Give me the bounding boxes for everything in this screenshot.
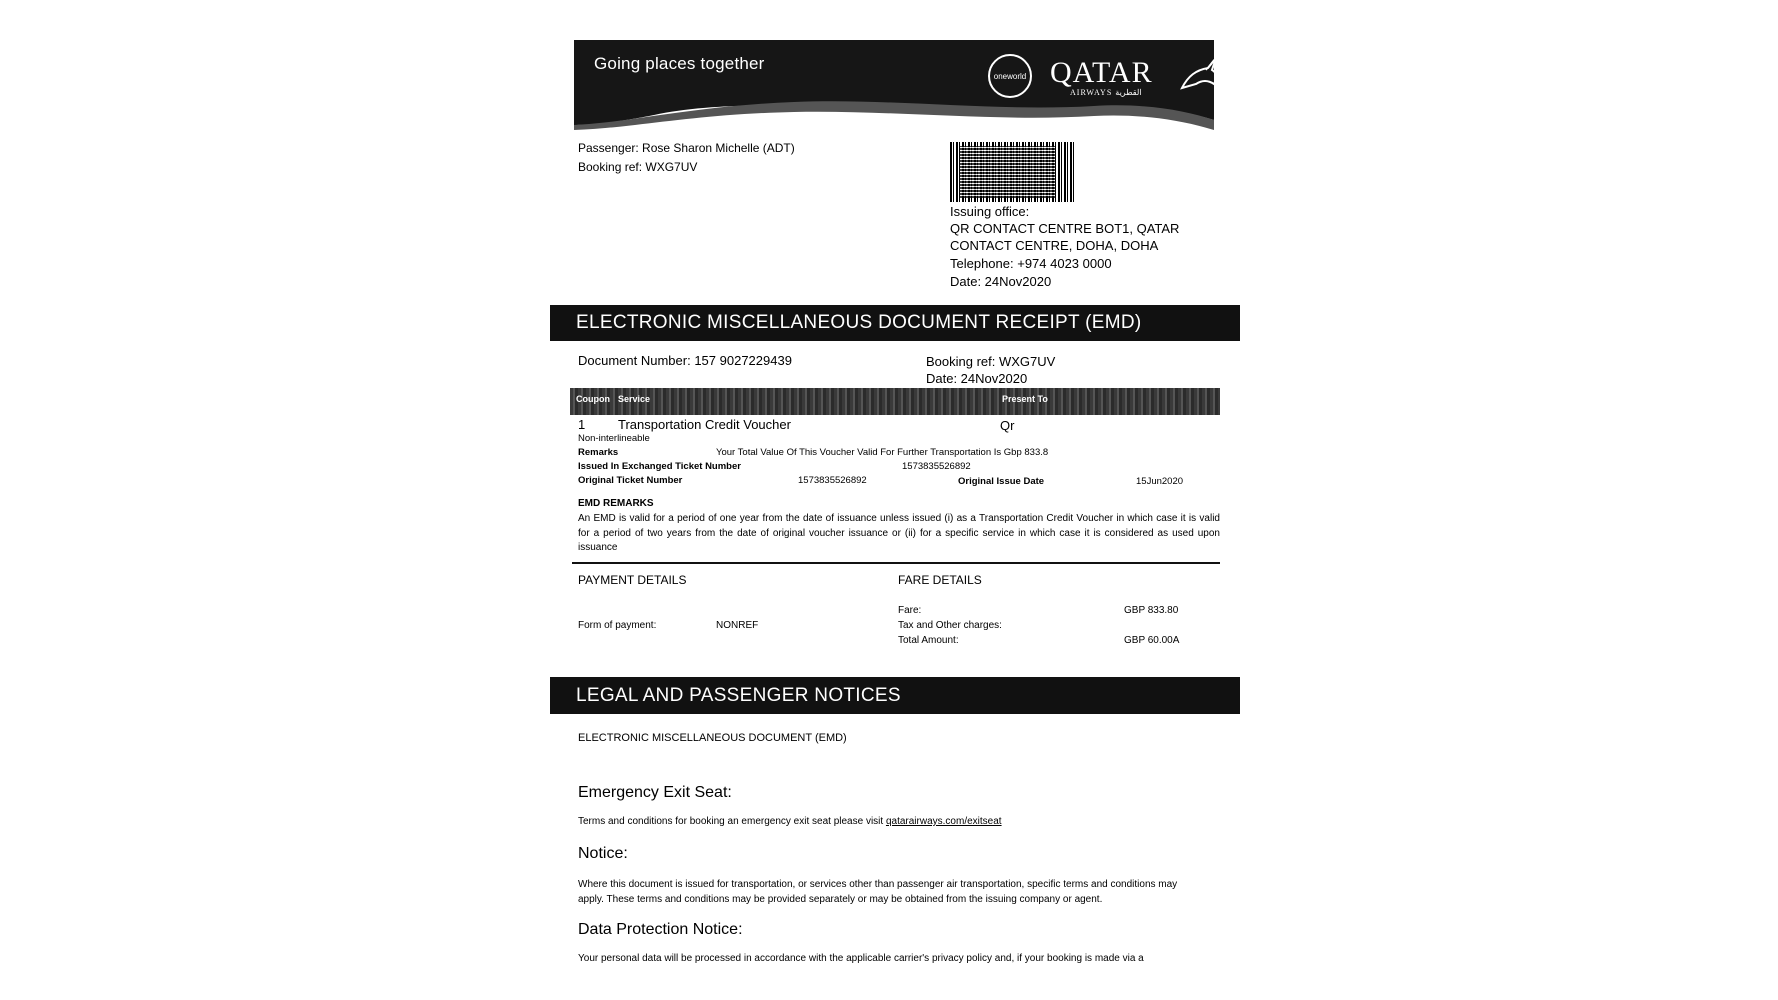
total-label: Total Amount: bbox=[898, 635, 959, 646]
remarks-label: Remarks bbox=[578, 447, 619, 458]
coupon-number: 1 bbox=[578, 417, 586, 432]
issuing-date: Date: 24Nov2020 bbox=[950, 274, 1052, 289]
coupon-present-to: Qr bbox=[1000, 418, 1015, 433]
issuing-telephone: Telephone: +974 4023 0000 bbox=[950, 256, 1112, 271]
original-issue-label: Original Issue Date bbox=[958, 476, 1045, 487]
booking-ref: Booking ref: WXG7UV bbox=[578, 160, 698, 174]
exit-seat-text bbox=[578, 816, 1002, 827]
notice-text: Where this document is issued for transportation, or services other than passenger air transportation, specific terms and conditions may apply. These terms and conditions may be provided separately or may be obtained from the issuing company or agent. bbox=[578, 879, 1178, 905]
coupon-service: Transportation Credit Voucher bbox=[618, 417, 791, 432]
qatar-logo-subtext: AIRWAYS القطرية bbox=[1070, 88, 1142, 97]
issued-exchanged-value: 1573835526892 bbox=[902, 461, 971, 472]
data-protection-heading: Data Protection Notice: bbox=[578, 921, 743, 938]
exit-seat-heading: Emergency Exit Seat: bbox=[578, 784, 732, 801]
emd-remarks-text: An EMD is valid for a period of one year from the date of issuance unless issued (i) as a Transportation Credit Voucher in which case it is valid for a period of two years from the date of original voucher issuance or (ii) for a specific service in which case it is considered as used upon issuance bbox=[578, 513, 1220, 553]
emd-date: Date: 24Nov2020 bbox=[926, 371, 1028, 386]
legal-subtitle: ELECTRONIC MISCELLANEOUS DOCUMENT (EMD) bbox=[578, 732, 847, 744]
total-value: GBP 60.00A bbox=[1124, 635, 1180, 646]
fare-label: Fare: bbox=[898, 605, 922, 616]
qatar-logo-text: QATAR bbox=[1050, 56, 1153, 89]
passenger-name: Passenger: Rose Sharon Michelle (ADT) bbox=[578, 141, 795, 155]
coupon-header-bar bbox=[570, 388, 1220, 415]
divider bbox=[572, 562, 1220, 564]
original-issue-value: 15Jun2020 bbox=[1136, 476, 1184, 487]
exit-seat-text-body: Terms and conditions for booking an emergency exit seat please visit bbox=[578, 816, 884, 827]
issued-exchanged-label: Issued In Exchanged Ticket Number bbox=[578, 461, 741, 472]
exit-seat-link[interactable]: qatarairways.com/exitseat bbox=[885, 816, 1002, 827]
col-service: Service bbox=[618, 394, 651, 404]
oryx-icon bbox=[1178, 54, 1220, 94]
original-ticket-label: Original Ticket Number bbox=[578, 475, 683, 486]
emd-remarks-label: EMD REMARKS bbox=[578, 498, 654, 509]
non-interlineable: Non-interlineable bbox=[578, 433, 650, 444]
notice-heading: Notice: bbox=[578, 845, 628, 862]
remarks-value: Your Total Value Of This Voucher Valid For Further Transportation Is Gbp 833.8 bbox=[716, 447, 1049, 458]
issuing-office-line2: CONTACT CENTRE, DOHA, DOHA bbox=[950, 238, 1159, 253]
col-present-to: Present To bbox=[1002, 394, 1048, 404]
oneworld-logo: oneworld bbox=[988, 54, 1032, 98]
barcode-image bbox=[950, 142, 1075, 202]
legal-section-title: LEGAL AND PASSENGER NOTICES bbox=[550, 677, 1240, 714]
payment-form-label: Form of payment: bbox=[578, 620, 657, 631]
emd-booking-ref: Booking ref: WXG7UV bbox=[926, 354, 1056, 369]
tax-label: Tax and Other charges: bbox=[898, 620, 1002, 631]
fare-title: FARE DETAILS bbox=[898, 573, 982, 587]
issuing-office-label: Issuing office: bbox=[950, 204, 1030, 219]
original-ticket-value: 1573835526892 bbox=[798, 475, 867, 486]
payment-title: PAYMENT DETAILS bbox=[578, 573, 687, 587]
qatar-banner bbox=[574, 40, 1214, 130]
payment-form-value: NONREF bbox=[716, 620, 759, 631]
col-coupon: Coupon bbox=[576, 394, 610, 404]
document-number: Document Number: 157 9027229439 bbox=[578, 353, 792, 368]
fare-value: GBP 833.80 bbox=[1124, 605, 1179, 616]
data-protection-text: Your personal data will be processed in accordance with the applicable carrier's privacy policy and, if your booking is made via a bbox=[578, 953, 1144, 964]
emd-section-title: ELECTRONIC MISCELLANEOUS DOCUMENT RECEIPT (EMD) bbox=[550, 305, 1240, 341]
banner-tagline: Going places together bbox=[594, 54, 765, 73]
emd-document bbox=[550, 0, 1250, 1000]
issuing-office-line1: QR CONTACT CENTRE BOT1, QATAR bbox=[950, 221, 1180, 236]
